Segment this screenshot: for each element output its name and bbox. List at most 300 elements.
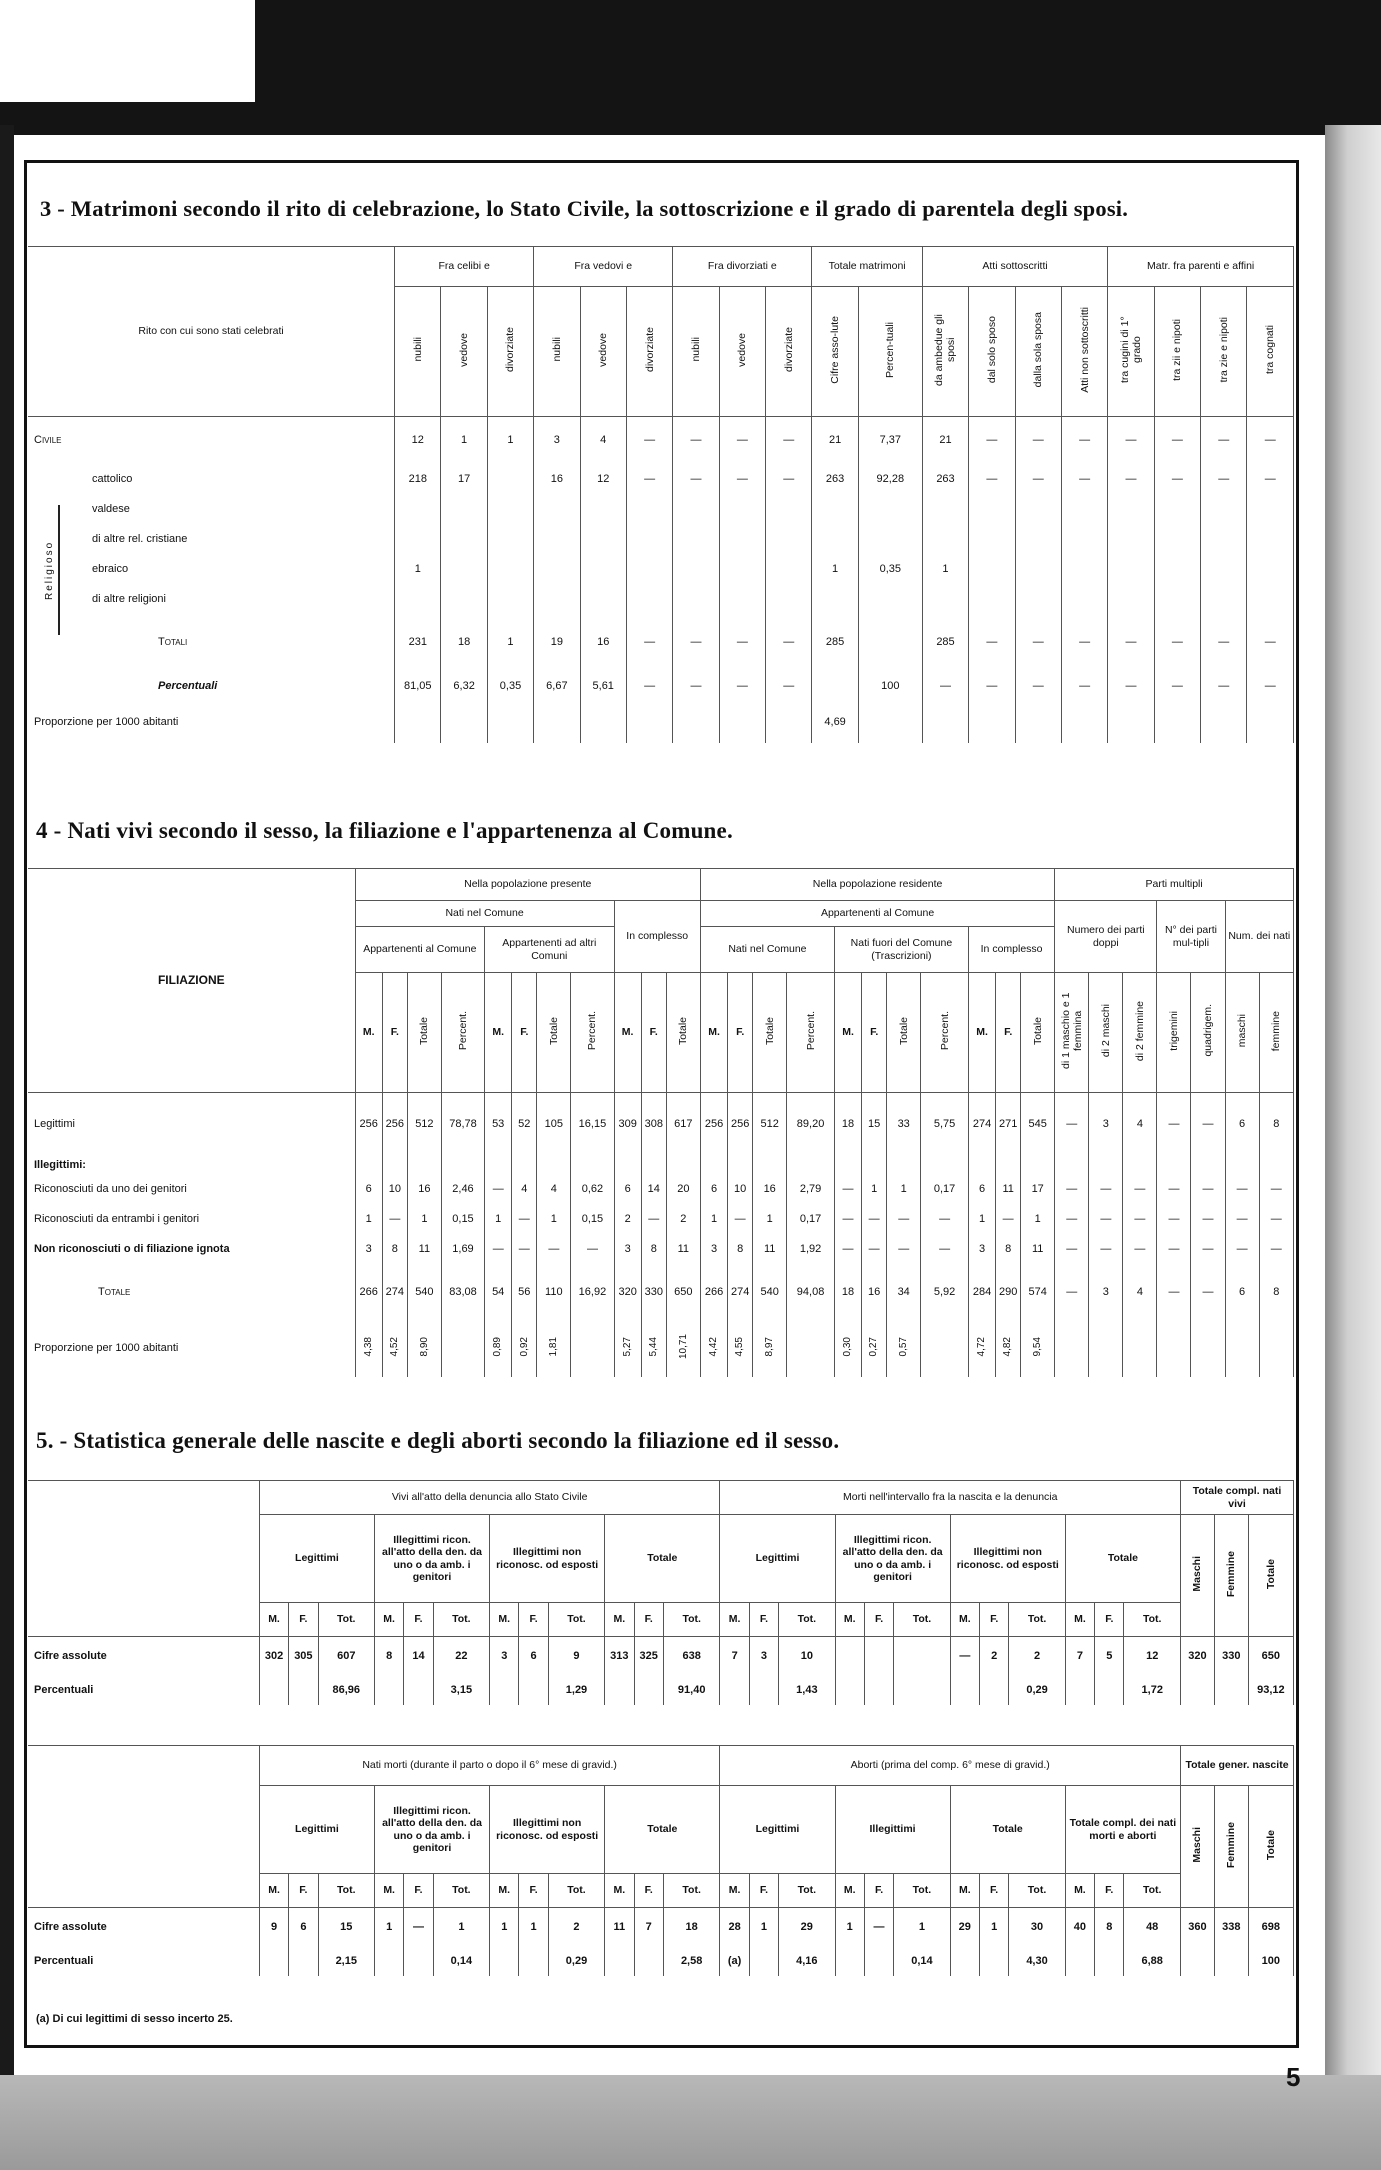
column-header (1123, 973, 1157, 1093)
table-cell: — (1157, 1093, 1191, 1157)
column-header (571, 973, 614, 1093)
column-header: Tot. (663, 1874, 720, 1908)
table-cell (441, 555, 487, 585)
table-cell (749, 1948, 778, 1976)
column-header: Tot. (1009, 1603, 1065, 1637)
column-header: Tot. (894, 1874, 950, 1908)
table-row (28, 671, 1294, 703)
column-header-text: di 1 maschio e 1 femmina (1059, 992, 1084, 1069)
group-header: Nella popolazione residente (700, 869, 1054, 901)
column-header-text: Totale (1264, 1829, 1277, 1860)
column-header-text: Percent. (938, 1011, 951, 1051)
column-header: Tot. (433, 1874, 489, 1908)
table-cell: 256 (355, 1093, 382, 1157)
table-cell (1055, 1321, 1089, 1377)
table-cell: 274 (728, 1265, 753, 1321)
table-cell (534, 555, 580, 585)
births-table (28, 868, 1294, 1377)
column-header: F. (979, 1874, 1008, 1908)
column-header: M. (605, 1874, 634, 1908)
group-header: Fra divorziati e (673, 247, 812, 287)
group-header: Parti multipli (1055, 869, 1294, 901)
row-label: Illegittimi: (28, 1157, 355, 1175)
table-cell: 6 (289, 1908, 318, 1948)
table-cell: 2 (548, 1908, 604, 1948)
table-cell: — (626, 465, 672, 495)
table-cell: 4 (580, 417, 626, 465)
sub-header: Totale compl. dei nati morti e aborti (1065, 1786, 1180, 1874)
table-cell (969, 585, 1015, 615)
column-header-text: Cifre asso-lute (829, 315, 842, 384)
table-cell: 4 (512, 1175, 537, 1205)
table-cell-text: 8,90 (418, 1336, 430, 1357)
column-header (407, 973, 441, 1093)
table-cell (614, 1321, 641, 1377)
group-header: Totale gener. nascite (1180, 1746, 1293, 1786)
column-header: Tot. (433, 1603, 489, 1637)
table-cell (766, 495, 812, 525)
table-cell-text: 4,82 (1002, 1336, 1014, 1357)
table-cell (728, 1321, 753, 1377)
column-header: M. (1065, 1874, 1094, 1908)
table-cell (894, 1637, 950, 1677)
column-header: Tot. (318, 1874, 374, 1908)
column-header-text: Atti non sottoscritti (1078, 306, 1091, 393)
table-cell: 1 (355, 1205, 382, 1235)
table-cell: 3 (614, 1235, 641, 1265)
table-cell-text: 1,81 (548, 1336, 560, 1357)
column-header: M. (485, 973, 512, 1093)
table-cell (374, 1677, 403, 1705)
column-header (1180, 1786, 1214, 1908)
column-header: Tot. (779, 1603, 835, 1637)
column-header-text: Totale (897, 1016, 910, 1045)
table-cell: 313 (605, 1637, 634, 1677)
table-cell: (a) (720, 1948, 749, 1976)
column-header-text: Percent. (456, 1011, 469, 1051)
table-cell: 1 (441, 417, 487, 465)
table-cell (749, 1677, 778, 1705)
group-header: Numero dei parti doppi (1055, 901, 1157, 973)
table-cell: 638 (663, 1637, 720, 1677)
table-cell: 1 (485, 1205, 512, 1235)
table-cell (950, 1677, 979, 1705)
column-header (887, 973, 921, 1093)
column-header (1247, 287, 1294, 417)
column-header (580, 287, 626, 417)
column-header: M. (834, 973, 861, 1093)
table-cell: 78,78 (441, 1093, 484, 1157)
table-cell (571, 1157, 614, 1175)
group-header: Nati morti (durante il parto o dopo il 6° mese di gravid.) (259, 1746, 720, 1786)
column-header-text: tra zie e nipoti (1217, 316, 1230, 383)
table-cell: 0,29 (548, 1948, 604, 1976)
sub-header: Totale (605, 1786, 720, 1874)
table-cell (1180, 1948, 1214, 1976)
table-cell: 266 (355, 1265, 382, 1321)
table-cell (1065, 1677, 1094, 1705)
births-general-table (28, 1480, 1294, 1705)
table-cell (605, 1677, 634, 1705)
table-cell: 16 (862, 1265, 887, 1321)
row-label: cattolico (28, 465, 395, 495)
group-header: Totale compl. nati vivi (1181, 1481, 1294, 1515)
row-header: FILIAZIONE (28, 869, 355, 1093)
table-cell (673, 525, 719, 555)
table-cell: 1 (922, 555, 968, 585)
table-cell: — (834, 1205, 861, 1235)
group-header: Atti sottoscritti (922, 247, 1108, 287)
table-cell: 284 (968, 1265, 995, 1321)
table-cell: 540 (407, 1265, 441, 1321)
table-cell-text: 0,92 (518, 1336, 530, 1357)
table-row (28, 525, 1294, 555)
group-header: Nella popolazione presente (355, 869, 700, 901)
table-cell: 18 (663, 1908, 720, 1948)
column-header: M. (720, 1603, 749, 1637)
table-cell (1201, 585, 1247, 615)
column-header (1225, 973, 1259, 1093)
sub-header: Illegittimi non riconosc. od esposti (490, 1515, 605, 1603)
column-header-text: di 2 maschi (1099, 1004, 1112, 1058)
table-cell: 330 (1214, 1637, 1248, 1677)
table-cell: — (1123, 1175, 1157, 1205)
table-cell (519, 1948, 548, 1976)
table-cell (580, 585, 626, 615)
table-cell (441, 525, 487, 555)
column-header-text: Totale (763, 1016, 776, 1045)
table-cell: 650 (666, 1265, 700, 1321)
table-cell: — (1247, 465, 1294, 495)
column-header (1214, 1515, 1248, 1637)
table-cell: 1 (407, 1205, 441, 1235)
table-cell: — (1061, 465, 1107, 495)
row-label: di altre religioni (28, 585, 395, 615)
table-cell: — (1154, 671, 1200, 703)
table-cell: 7 (1065, 1637, 1094, 1677)
table-cell: 0,62 (571, 1175, 614, 1205)
table-cell: — (404, 1908, 433, 1948)
table-cell: — (673, 671, 719, 703)
table-cell (1154, 495, 1200, 525)
table-cell: — (512, 1205, 537, 1235)
table-cell: 0,35 (858, 555, 922, 585)
table-cell: 48 (1124, 1908, 1181, 1948)
table-cell (864, 1637, 893, 1677)
table-cell: 3 (534, 417, 580, 465)
table-cell: 309 (614, 1093, 641, 1157)
table-cell: — (641, 1205, 666, 1235)
table-cell: 6 (355, 1175, 382, 1205)
table-cell: 1 (490, 1908, 519, 1948)
table-cell (858, 495, 922, 525)
column-header (922, 287, 968, 417)
section-4-title: 4 - Nati vivi secondo il sesso, la filiazione e l'appartenenza al Comune. (36, 818, 733, 843)
group-header: In complesso (614, 901, 700, 973)
column-header: M. (835, 1603, 864, 1637)
sub-header: Totale (605, 1515, 720, 1603)
row-header-empty (28, 1746, 259, 1908)
table-cell: — (969, 615, 1015, 671)
table-cell: 92,28 (858, 465, 922, 495)
table-cell: — (1191, 1093, 1225, 1157)
row-label: valdese (28, 495, 395, 525)
table-cell: — (1157, 1265, 1191, 1321)
sub-header: Legittimi (259, 1786, 374, 1874)
column-header-text: Femmine (1225, 1821, 1238, 1868)
table-cell: 1 (753, 1205, 787, 1235)
table-cell: 0,14 (433, 1948, 489, 1976)
table-cell (1154, 525, 1200, 555)
table-cell: — (571, 1235, 614, 1265)
table-cell: — (673, 417, 719, 465)
table-cell (404, 1677, 433, 1705)
table-cell: — (673, 465, 719, 495)
row-header: Rito con cui sono stati celebrati (28, 247, 395, 417)
table-cell: — (834, 1235, 861, 1265)
table-cell: 6 (1225, 1265, 1259, 1321)
table-cell: — (626, 417, 672, 465)
column-header: M. (374, 1603, 403, 1637)
table-cell (1015, 525, 1061, 555)
table-cell: — (673, 615, 719, 671)
table-cell (519, 1677, 548, 1705)
table-cell (626, 703, 672, 743)
table-cell: 302 (259, 1637, 288, 1677)
table-cell: — (1247, 417, 1294, 465)
table-cell: — (1055, 1265, 1089, 1321)
table-cell (950, 1948, 979, 1976)
column-header-text: Percen-tuali (884, 321, 897, 378)
table-cell (487, 703, 533, 743)
column-header (395, 287, 441, 417)
table-cell (407, 1157, 441, 1175)
table-cell: — (996, 1205, 1021, 1235)
table-cell: — (1015, 671, 1061, 703)
table-cell: — (1157, 1205, 1191, 1235)
table-cell (1247, 585, 1294, 615)
table-row (28, 1677, 1294, 1705)
table-cell: 3 (700, 1235, 727, 1265)
table-cell (753, 1157, 787, 1175)
column-header: Tot. (548, 1603, 604, 1637)
table-cell (864, 1948, 893, 1976)
table-cell-text: 0,30 (842, 1336, 854, 1357)
table-cell: 0,15 (441, 1205, 484, 1235)
column-header-text: nubili (550, 337, 563, 362)
table-cell: 3 (749, 1637, 778, 1677)
row-label: Percentuali (28, 1948, 259, 1976)
table-cell (1191, 1157, 1225, 1175)
column-header-text: quadrigem. (1201, 1004, 1214, 1057)
marriages-table (28, 246, 1294, 743)
table-cell (1089, 1321, 1123, 1377)
table-cell: 6 (700, 1175, 727, 1205)
group-header: Vivi all'atto della denuncia allo Stato Civile (259, 1481, 720, 1515)
table-cell: 540 (753, 1265, 787, 1321)
table-cell: — (1225, 1175, 1259, 1205)
column-header (787, 973, 835, 1093)
table-cell: 14 (641, 1175, 666, 1205)
table-cell (1089, 1157, 1123, 1175)
table-cell: 1,72 (1124, 1677, 1181, 1705)
table-cell: 2,79 (787, 1175, 835, 1205)
row-label: Cifre assolute (28, 1908, 259, 1948)
table-cell: 1 (519, 1908, 548, 1948)
table-cell: — (1154, 417, 1200, 465)
column-header: M. (968, 973, 995, 1093)
column-header-text: nubili (689, 337, 702, 362)
table-cell: 4,30 (1009, 1948, 1065, 1976)
table-cell: 4 (537, 1175, 571, 1205)
column-header-text: divorziate (643, 327, 656, 373)
table-row (28, 1948, 1294, 1976)
column-header: M. (1065, 1603, 1094, 1637)
page-number: 5 (1286, 2062, 1301, 2092)
table-cell: 5,92 (921, 1265, 969, 1321)
table-cell (862, 1157, 887, 1175)
table-cell (580, 525, 626, 555)
table-row (28, 1908, 1294, 1948)
table-cell (395, 585, 441, 615)
table-cell-text: 0,27 (868, 1336, 880, 1357)
table-cell: 12 (1124, 1637, 1181, 1677)
table-cell: — (1015, 417, 1061, 465)
table-cell (666, 1157, 700, 1175)
table-cell (996, 1321, 1021, 1377)
table-cell: — (1061, 417, 1107, 465)
column-header (1108, 287, 1154, 417)
table-cell: 3,15 (433, 1677, 489, 1705)
column-header: F. (289, 1874, 318, 1908)
table-cell (1055, 1157, 1089, 1175)
column-header-text: dalla sola sposa (1032, 312, 1045, 388)
table-cell (355, 1321, 382, 1377)
table-cell (719, 495, 765, 525)
table-cell (580, 703, 626, 743)
table-cell: 8 (996, 1235, 1021, 1265)
table-cell: 28 (720, 1908, 749, 1948)
table-cell: 1,43 (779, 1677, 835, 1705)
table-cell: — (1055, 1175, 1089, 1205)
table-cell: 263 (812, 465, 858, 495)
table-cell: 5,61 (580, 671, 626, 703)
column-header: Tot. (318, 1603, 374, 1637)
table-cell: 650 (1248, 1637, 1293, 1677)
table-cell: 16 (580, 615, 626, 671)
table-cell (887, 1321, 921, 1377)
table-cell: 29 (950, 1908, 979, 1948)
table-cell: 2,58 (663, 1948, 720, 1976)
table-cell: — (834, 1175, 861, 1205)
table-row (28, 1321, 1294, 1377)
table-cell: 0,15 (571, 1205, 614, 1235)
table-cell: 33 (887, 1093, 921, 1157)
table-cell (1095, 1948, 1124, 1976)
column-header-text: Percent. (586, 1011, 599, 1051)
table-cell: — (1191, 1205, 1225, 1235)
column-header-text: Totale (418, 1016, 431, 1045)
table-cell (887, 1157, 921, 1175)
column-header: Tot. (1124, 1603, 1181, 1637)
column-header: M. (259, 1874, 288, 1908)
table-cell (1225, 1157, 1259, 1175)
table-cell (407, 1321, 441, 1377)
table-cell: 4,69 (812, 703, 858, 743)
table-cell (571, 1321, 614, 1377)
table-row (28, 1175, 1294, 1205)
table-cell (1061, 525, 1107, 555)
table-cell: — (626, 615, 672, 671)
table-cell: — (1055, 1093, 1089, 1157)
sub-header: Illegittimi ricon. all'atto della den. da uno o da amb. i genitori (374, 1515, 489, 1603)
column-header-text: Femmine (1225, 1550, 1238, 1597)
table-cell: — (1108, 671, 1154, 703)
scan-right-shadow (1325, 125, 1381, 2075)
row-label: Totali (28, 615, 395, 671)
column-header: M. (700, 973, 727, 1093)
table-row (28, 555, 1294, 585)
table-cell (441, 495, 487, 525)
column-header: F. (862, 973, 887, 1093)
column-header: M. (835, 1874, 864, 1908)
table-cell (1015, 585, 1061, 615)
table-cell: 12 (580, 465, 626, 495)
scan-dark-band (0, 102, 1381, 135)
table-cell: 17 (441, 465, 487, 495)
table-cell: 285 (922, 615, 968, 671)
table-cell: — (728, 1205, 753, 1235)
table-cell: 1,92 (787, 1235, 835, 1265)
table-cell: 1 (487, 417, 533, 465)
table-cell: 8 (382, 1235, 407, 1265)
scan-left-edge (0, 125, 14, 2075)
table-cell: — (1089, 1205, 1123, 1235)
table-cell-text: 4,42 (708, 1336, 720, 1357)
sub-header: Totale (1065, 1515, 1180, 1603)
sub-header: Legittimi (720, 1786, 835, 1874)
table-cell: 4,16 (779, 1948, 835, 1976)
table-cell: 30 (1009, 1908, 1065, 1948)
table-cell: 56 (512, 1265, 537, 1321)
table-cell: 1,69 (441, 1235, 484, 1265)
table-cell: 10 (728, 1175, 753, 1205)
table-cell: 93,12 (1248, 1677, 1293, 1705)
table-cell: 266 (700, 1265, 727, 1321)
table-cell: 2,15 (318, 1948, 374, 1976)
column-header-text: vedove (736, 332, 749, 367)
column-header: F. (512, 973, 537, 1093)
table-cell: — (1247, 671, 1294, 703)
column-header: F. (1095, 1603, 1124, 1637)
column-header-text: Totale (1031, 1016, 1044, 1045)
table-cell: 89,20 (787, 1093, 835, 1157)
table-cell: 52 (512, 1093, 537, 1157)
table-cell (537, 1157, 571, 1175)
table-cell (1247, 703, 1294, 743)
table-row (28, 615, 1294, 671)
table-cell: 305 (289, 1637, 318, 1677)
table-cell: 105 (537, 1093, 571, 1157)
table-cell: — (887, 1235, 921, 1265)
table-cell-text: 4,52 (389, 1336, 401, 1357)
table-cell (700, 1321, 727, 1377)
column-header (534, 287, 580, 417)
sub-header: Totale (950, 1786, 1065, 1874)
table-cell: 91,40 (663, 1677, 720, 1705)
row-label: Percentuali (28, 1677, 259, 1705)
table-cell: 545 (1021, 1093, 1055, 1157)
